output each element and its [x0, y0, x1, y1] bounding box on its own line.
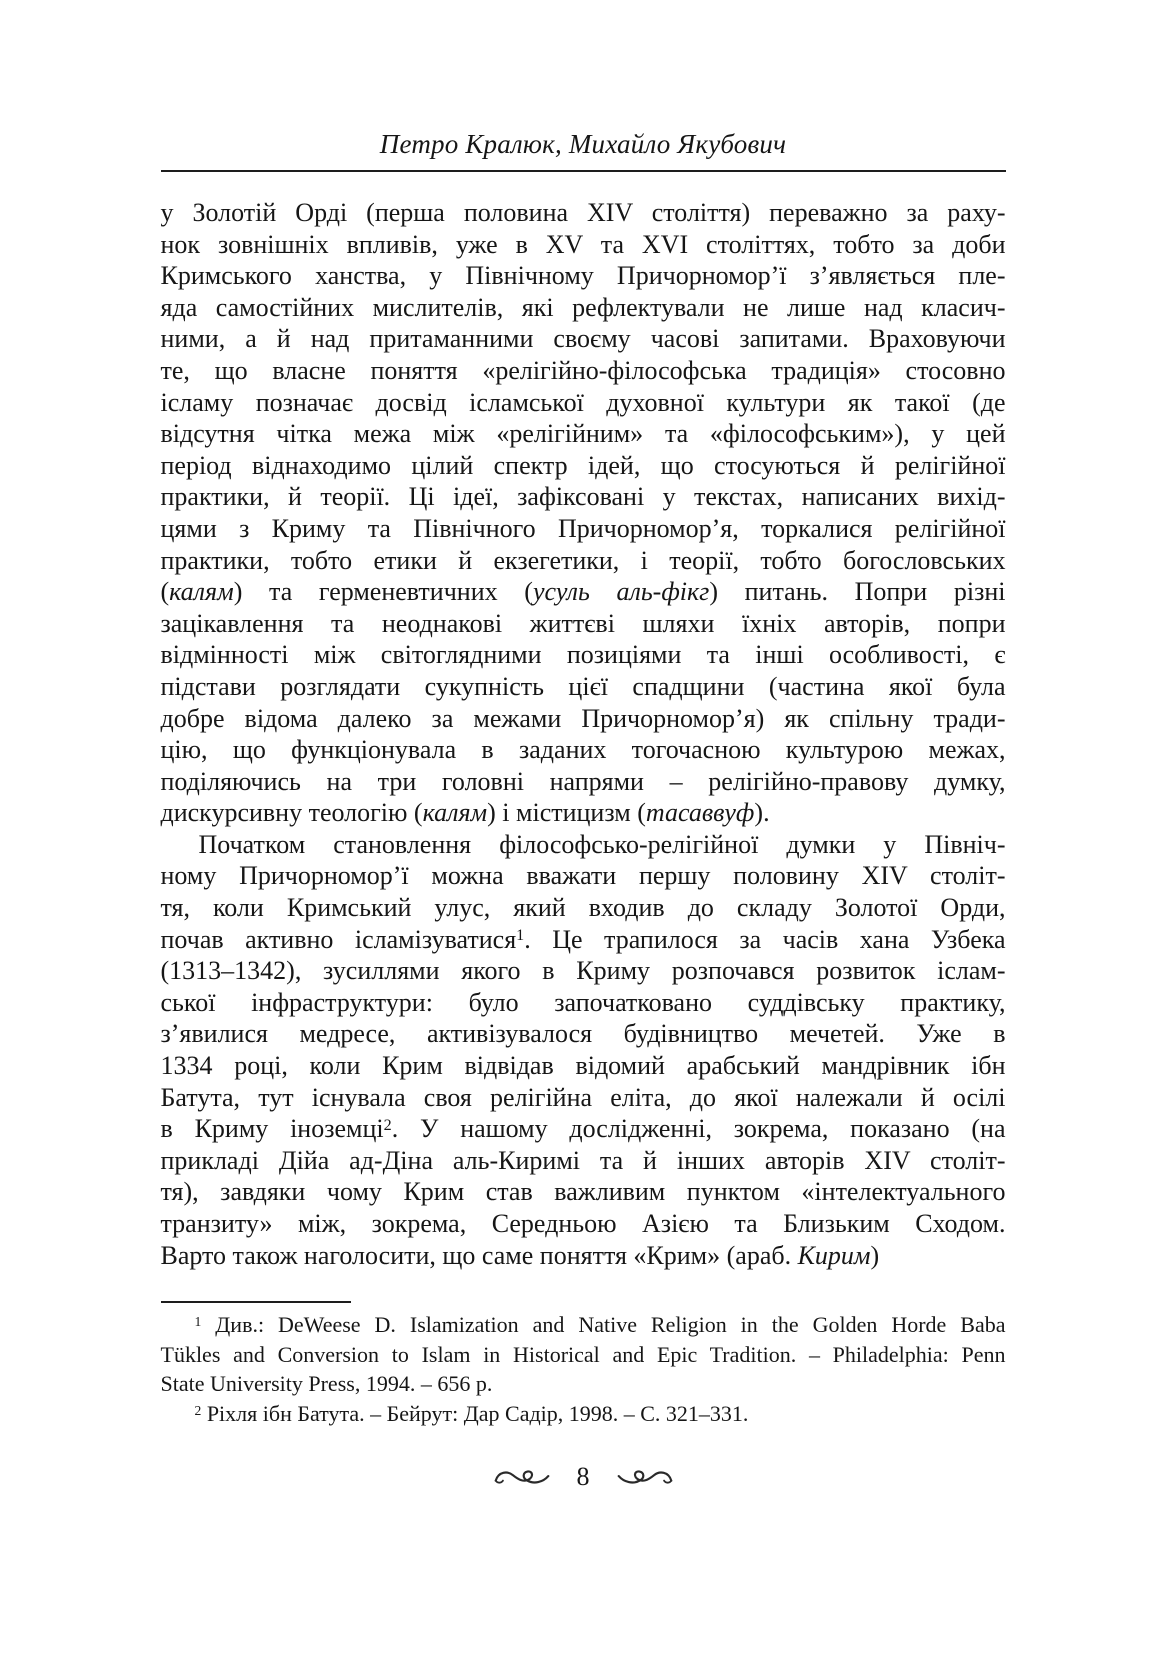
text-line — [161, 639, 1006, 671]
text-run: . Це трапилося за часів хана Узбека — [524, 924, 1006, 954]
footnote-marker: 2 — [383, 1116, 392, 1134]
text-run: Кримського ханства, у Північному Причорномор’ї з’являється пле- — [160, 261, 1006, 291]
flourish-ornament-icon — [616, 1467, 674, 1487]
text-run: ). — [754, 798, 770, 828]
text-line — [161, 387, 1006, 419]
text-run: у Золотій Орді (перша половина XIV століття) переважно за раху- — [160, 198, 1006, 227]
text-run: Початком становлення філософсько-релігійної думки у Північ- — [198, 829, 1006, 859]
text-line — [161, 924, 1006, 956]
text-block — [161, 0, 1006, 1492]
text-line — [161, 608, 1006, 640]
text-run: Див.: DeWeese D. Islamization and Native Religion in the Golden Horde Baba — [201, 1312, 1006, 1338]
text-run: почав активно ісламізуватися — [160, 924, 517, 954]
text-run: калям — [422, 798, 488, 828]
text-line — [161, 481, 1006, 513]
text-line — [161, 892, 1006, 924]
text-line — [161, 450, 1006, 482]
footnote-marker: 1 — [194, 1314, 202, 1330]
text-run: ному Причорномор’ї можна вважати першу половину XIV століт- — [160, 861, 1006, 891]
text-run: в Криму іноземці — [160, 1114, 384, 1144]
text-line — [161, 860, 1006, 892]
text-line — [161, 1145, 1006, 1177]
text-run: те, що власне поняття «релігійно-філософська традиція» стосовно — [160, 355, 1006, 385]
text-run: Кирим — [797, 1240, 871, 1270]
footnote — [161, 1399, 1006, 1429]
text-run: Tükles and Conversion to Islam in Historical and Epic Tradition. – Philadelphia: Penn — [160, 1341, 1006, 1367]
footnote-marker: 1 — [516, 927, 525, 945]
text-line — [161, 197, 1006, 229]
text-line — [161, 1310, 1006, 1340]
text-run: тасаввуф — [645, 798, 755, 828]
footnote — [161, 1310, 1006, 1399]
text-line — [161, 1050, 1006, 1082]
page-number: 8 — [576, 1462, 590, 1492]
flourish-ornament-icon — [493, 1467, 551, 1487]
text-run: підстави розглядати сукупність цієї спадщини (частина якої була — [160, 671, 1006, 701]
header-rule — [161, 170, 1006, 172]
text-run: відсутня чітка межа між «релігійним» та «філософським»), у цей — [160, 419, 1006, 449]
text-run: Батута, тут існувала своя релігійна еліта, до якої належали й осілі — [160, 1082, 1006, 1112]
text-line — [161, 955, 1006, 987]
text-line — [161, 292, 1006, 324]
text-run: State University Press, 1994. – 656 p. — [160, 1371, 493, 1397]
body-paragraph — [161, 829, 1006, 1271]
text-run: практики, й теорії. Ці ідеї, зафіксовані у текстах, написаних вихід- — [160, 482, 1006, 512]
text-line — [161, 671, 1006, 703]
text-run: період віднаходимо цілий спектр ідей, що стосуються й релігійної — [160, 450, 1006, 480]
text-line — [161, 1113, 1006, 1145]
text-line — [161, 418, 1006, 450]
text-line — [161, 797, 1006, 829]
text-line — [161, 1018, 1006, 1050]
text-run: ними, а й над притаманними своєму часові запитами. Враховуючи — [160, 324, 1006, 354]
text-run: 1334 році, коли Крим відвідав відомий арабський мандрівник ібн — [160, 1051, 1006, 1081]
text-run: тя, коли Кримський улус, який входив до складу Золотої Орди, — [160, 893, 1006, 923]
footnotes-section — [161, 1301, 1006, 1428]
page-body — [161, 197, 1006, 1271]
text-run: добре відома далеко за межами Причорномор’я) як спільну тради- — [160, 703, 1006, 733]
text-line — [161, 229, 1006, 261]
text-run: калям — [169, 577, 234, 607]
body-paragraph — [161, 197, 1006, 829]
text-line — [161, 355, 1006, 387]
text-run: (1313–1342), зусиллями якого в Криму розпочався розвиток іслам- — [160, 956, 1006, 986]
text-line — [161, 576, 1006, 608]
text-run: нок зовнішніх впливів, уже в XV та XVI століттях, тобто за доби — [160, 229, 1006, 259]
text-run: Варто також наголосити, що саме поняття «Крим» (араб. — [160, 1240, 798, 1270]
footnote-marker: 2 — [194, 1402, 202, 1418]
text-run: Ріхля ібн Батута. – Бейрут: Дар Садір, 1998. – С. 321–331. — [201, 1400, 749, 1426]
text-line — [161, 1369, 1006, 1399]
text-run: тя), завдяки чому Крим став важливим пунктом «інтелектуального — [160, 1177, 1006, 1207]
text-run: практики, тобто етики й екзегетики, і теорії, тобто богословських — [160, 545, 1006, 575]
author-line: Петро Кралюк, Михайло Якубович — [379, 129, 787, 159]
text-line — [161, 1176, 1006, 1208]
text-line — [161, 513, 1006, 545]
text-run: з’явилися медресе, активізувалося будівництво мечетей. Уже в — [160, 1019, 1006, 1049]
text-line — [161, 260, 1006, 292]
text-run: цію, що функціонувала в заданих тогочасною культурою межах, — [160, 735, 1006, 765]
text-run: дискурсивну теологію ( — [160, 798, 423, 828]
text-line — [161, 1399, 1006, 1429]
text-run: ) — [870, 1240, 880, 1270]
text-run: поділяючись на три головні напрями – релігійно-правову думку, — [160, 766, 1006, 796]
text-run: ісламу позначає досвід ісламської духовної культури як такої (де — [160, 387, 1006, 417]
text-run: прикладі Дійа ад-Діна аль-Киримі та й інших авторів XIV століт- — [160, 1145, 1006, 1175]
running-header — [161, 128, 1006, 172]
text-run: ської інфраструктури: було започатковано суддівську практику, — [160, 987, 1006, 1017]
text-run: ( — [160, 577, 170, 607]
text-run: ) і містицизм ( — [487, 798, 646, 828]
text-run: відмінності між світоглядними позиціями та інші особливості, є — [160, 640, 1006, 670]
text-line — [161, 734, 1006, 766]
text-line — [161, 766, 1006, 798]
text-line — [161, 703, 1006, 735]
text-run: яда самостійних мислителів, які рефлектували не лише над класич- — [160, 292, 1006, 322]
text-line — [161, 829, 1006, 861]
text-line — [161, 323, 1006, 355]
text-run: цями з Криму та Північного Причорномор’я, торкалися релігійної — [160, 513, 1006, 543]
text-line — [161, 1340, 1006, 1370]
text-run: усуль аль-фікг — [532, 577, 710, 607]
text-line — [161, 987, 1006, 1019]
footnote-separator-rule — [161, 1301, 351, 1303]
text-line — [161, 1240, 1006, 1272]
page-footer — [161, 1462, 1006, 1492]
text-run: зацікавлення та неоднакові життєві шляхи їхніх авторів, попри — [160, 608, 1006, 638]
text-run: транзиту» між, зокрема, Середньою Азією та Близьким Сходом. — [160, 1209, 1006, 1238]
text-line — [161, 545, 1006, 577]
text-line — [161, 1208, 1006, 1240]
text-run: . У нашому дослідженні, зокрема, показано (на — [391, 1114, 1006, 1144]
text-run: ) питань. Попри різні — [709, 577, 1006, 607]
text-run: ) та герменевтичних ( — [233, 577, 533, 607]
text-line — [161, 1082, 1006, 1114]
